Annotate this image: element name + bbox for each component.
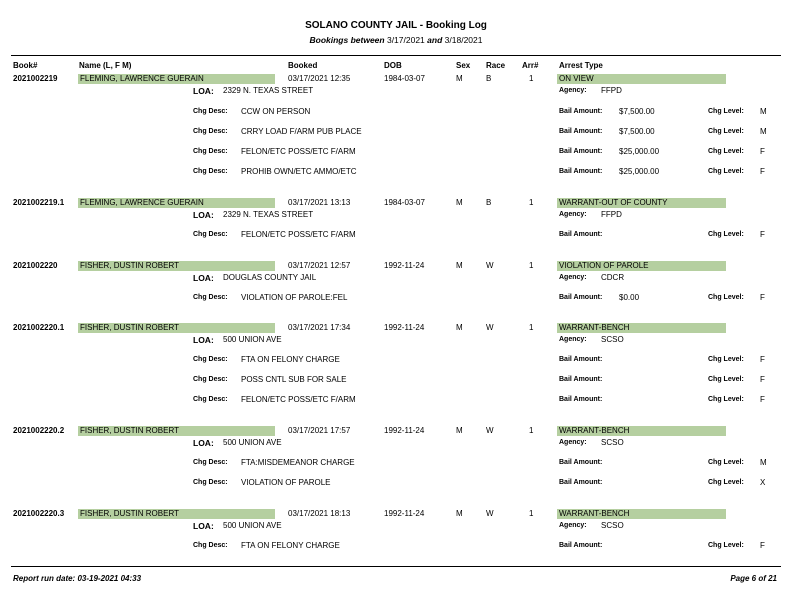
chg-level-value: F (760, 147, 765, 156)
bail-amount-value: $7,500.00 (619, 127, 655, 136)
dob-value: 1992-11-24 (384, 323, 425, 332)
loa-value: 2329 N. TEXAS STREET (223, 210, 314, 219)
loa-value: 2329 N. TEXAS STREET (223, 86, 314, 95)
inmate-name: FISHER, DUSTIN ROBERT (80, 261, 179, 270)
agency-label: Agency: (559, 336, 587, 343)
arr-number: 1 (529, 323, 534, 332)
bail-amount-label: Bail Amount: (559, 294, 603, 301)
chg-level-label: Chg Level: (708, 148, 744, 155)
chg-level-label: Chg Level: (708, 168, 744, 175)
loa-value: 500 UNION AVE (223, 521, 282, 530)
arrest-type: WARRANT-BENCH (559, 323, 630, 332)
chg-level-label: Chg Level: (708, 459, 744, 466)
chg-level-value: F (760, 395, 765, 404)
chg-desc-value: PROHIB OWN/ETC AMMO/ETC (241, 167, 357, 176)
subtitle-start-date: 3/17/2021 (386, 35, 425, 45)
sex-value: M (456, 426, 463, 435)
bail-amount-label: Bail Amount: (559, 148, 603, 155)
chg-desc-value: FTA ON FELONY CHARGE (241, 541, 340, 550)
booked-datetime: 03/17/2021 17:57 (288, 426, 351, 435)
chg-desc-value: POSS CNTL SUB FOR SALE (241, 375, 347, 384)
book-number: 2021002219.1 (13, 198, 65, 207)
loa-label: LOA: (193, 210, 214, 220)
chg-desc-label: Chg Desc: (193, 376, 228, 383)
agency-value: FFPD (601, 210, 622, 219)
subtitle-end-date: 3/18/2021 (444, 35, 483, 45)
arrest-type: WARRANT-OUT OF COUNTY (559, 198, 668, 207)
race-value: W (486, 509, 494, 518)
chg-desc-label: Chg Desc: (193, 396, 228, 403)
agency-label: Agency: (559, 522, 587, 529)
agency-label: Agency: (559, 211, 587, 218)
chg-desc-value: CCW ON PERSON (241, 107, 311, 116)
subtitle-and: and (427, 35, 443, 45)
chg-desc-label: Chg Desc: (193, 108, 228, 115)
chg-desc-label: Chg Desc: (193, 231, 228, 238)
agency-value: SCSO (601, 521, 624, 530)
bail-amount-value: $25,000.00 (619, 167, 660, 176)
chg-level-value: F (760, 375, 765, 384)
loa-label: LOA: (193, 335, 214, 345)
column-header-name: Name (L, F M) (79, 61, 132, 70)
arrest-type: ON VIEW (559, 74, 594, 83)
chg-desc-value: FELON/ETC POSS/ETC F/ARM (241, 395, 356, 404)
bail-amount-label: Bail Amount: (559, 108, 603, 115)
loa-label: LOA: (193, 86, 214, 96)
sex-value: M (456, 509, 463, 518)
agency-value: CDCR (601, 273, 625, 282)
chg-level-label: Chg Level: (708, 542, 744, 549)
inmate-name: FLEMING, LAWRENCE GUERAIN (80, 198, 204, 207)
inmate-name: FLEMING, LAWRENCE GUERAIN (80, 74, 204, 83)
booked-datetime: 03/17/2021 17:34 (288, 323, 351, 332)
column-header-arr: Arr# (522, 61, 539, 70)
agency-value: FFPD (601, 86, 622, 95)
chg-desc-label: Chg Desc: (193, 459, 228, 466)
race-value: W (486, 323, 494, 332)
chg-level-value: M (760, 107, 767, 116)
bail-amount-value: $25,000.00 (619, 147, 660, 156)
chg-level-value: F (760, 293, 765, 302)
sex-value: M (456, 198, 463, 207)
arr-number: 1 (529, 198, 534, 207)
arrest-type: WARRANT-BENCH (559, 509, 630, 518)
inmate-name: FISHER, DUSTIN ROBERT (80, 426, 179, 435)
dob-value: 1992-11-24 (384, 426, 425, 435)
chg-desc-label: Chg Desc: (193, 542, 228, 549)
dob-value: 1992-11-24 (384, 509, 425, 518)
arr-number: 1 (529, 74, 534, 83)
booked-datetime: 03/17/2021 18:13 (288, 509, 351, 518)
chg-level-value: M (760, 458, 767, 467)
bail-amount-label: Bail Amount: (559, 128, 603, 135)
header-divider-top (11, 55, 781, 56)
column-header-arrest-type: Arrest Type (559, 61, 603, 70)
chg-desc-label: Chg Desc: (193, 168, 228, 175)
arr-number: 1 (529, 426, 534, 435)
bail-amount-label: Bail Amount: (559, 396, 603, 403)
chg-level-label: Chg Level: (708, 396, 744, 403)
page-number: Page 6 of 21 (730, 574, 777, 583)
arrest-type: WARRANT-BENCH (559, 426, 630, 435)
chg-level-label: Chg Level: (708, 128, 744, 135)
loa-label: LOA: (193, 273, 214, 283)
book-number: 2021002220 (13, 261, 58, 270)
column-header-sex: Sex (456, 61, 471, 70)
footer-divider (11, 566, 781, 567)
loa-value: 500 UNION AVE (223, 335, 282, 344)
chg-desc-value: FTA:MISDEMEANOR CHARGE (241, 458, 355, 467)
loa-value: DOUGLAS COUNTY JAIL (223, 273, 317, 282)
agency-value: SCSO (601, 438, 624, 447)
chg-level-label: Chg Level: (708, 376, 744, 383)
sex-value: M (456, 323, 463, 332)
arrest-type: VIOLATION OF PAROLE (559, 261, 649, 270)
race-value: B (486, 74, 492, 83)
chg-desc-label: Chg Desc: (193, 356, 228, 363)
agency-label: Agency: (559, 87, 587, 94)
dob-value: 1984-03-07 (384, 74, 425, 83)
bail-amount-label: Bail Amount: (559, 168, 603, 175)
chg-level-label: Chg Level: (708, 356, 744, 363)
column-header-booked: Booked (288, 61, 318, 70)
race-value: B (486, 198, 492, 207)
dob-value: 1992-11-24 (384, 261, 425, 270)
chg-level-label: Chg Level: (708, 294, 744, 301)
chg-level-label: Chg Level: (708, 231, 744, 238)
chg-level-value: X (760, 478, 766, 487)
report-title: SOLANO COUNTY JAIL - Booking Log (305, 20, 487, 31)
book-number: 2021002219 (13, 74, 58, 83)
chg-desc-label: Chg Desc: (193, 148, 228, 155)
dob-value: 1984-03-07 (384, 198, 425, 207)
loa-value: 500 UNION AVE (223, 438, 282, 447)
subtitle-prefix: Bookings between (309, 35, 385, 45)
column-header-dob: DOB (384, 61, 402, 70)
bail-amount-value: $7,500.00 (619, 107, 655, 116)
book-number: 2021002220.1 (13, 323, 65, 332)
inmate-name: FISHER, DUSTIN ROBERT (80, 509, 179, 518)
bail-amount-label: Bail Amount: (559, 542, 603, 549)
agency-label: Agency: (559, 439, 587, 446)
chg-desc-value: FELON/ETC POSS/ETC F/ARM (241, 147, 356, 156)
sex-value: M (456, 74, 463, 83)
chg-desc-label: Chg Desc: (193, 294, 228, 301)
report-run-date: Report run date: 03-19-2021 04:33 (13, 574, 142, 583)
booked-datetime: 03/17/2021 12:57 (288, 261, 351, 270)
chg-level-label: Chg Level: (708, 108, 744, 115)
chg-level-value: M (760, 127, 767, 136)
booked-datetime: 03/17/2021 12:35 (288, 74, 351, 83)
arr-number: 1 (529, 261, 534, 270)
chg-desc-value: FELON/ETC POSS/ETC F/ARM (241, 230, 356, 239)
loa-label: LOA: (193, 521, 214, 531)
column-header-book: Book# (13, 61, 38, 70)
race-value: W (486, 426, 494, 435)
column-header-race: Race (486, 61, 506, 70)
chg-desc-label: Chg Desc: (193, 128, 228, 135)
chg-desc-label: Chg Desc: (193, 479, 228, 486)
booked-datetime: 03/17/2021 13:13 (288, 198, 351, 207)
chg-level-label: Chg Level: (708, 479, 744, 486)
inmate-name: FISHER, DUSTIN ROBERT (80, 323, 179, 332)
bail-amount-value: $0.00 (619, 293, 640, 302)
sex-value: M (456, 261, 463, 270)
chg-desc-value: CRRY LOAD F/ARM PUB PLACE (241, 127, 362, 136)
bail-amount-label: Bail Amount: (559, 459, 603, 466)
race-value: W (486, 261, 494, 270)
chg-level-value: F (760, 541, 765, 550)
chg-desc-value: FTA ON FELONY CHARGE (241, 355, 340, 364)
chg-level-value: F (760, 167, 765, 176)
loa-label: LOA: (193, 438, 214, 448)
book-number: 2021002220.2 (13, 426, 65, 435)
book-number: 2021002220.3 (13, 509, 65, 518)
arr-number: 1 (529, 509, 534, 518)
chg-level-value: F (760, 230, 765, 239)
chg-desc-value: VIOLATION OF PAROLE:FEL (241, 293, 348, 302)
chg-desc-value: VIOLATION OF PAROLE (241, 478, 331, 487)
bail-amount-label: Bail Amount: (559, 376, 603, 383)
bail-amount-label: Bail Amount: (559, 231, 603, 238)
bail-amount-label: Bail Amount: (559, 356, 603, 363)
bail-amount-label: Bail Amount: (559, 479, 603, 486)
agency-label: Agency: (559, 274, 587, 281)
agency-value: SCSO (601, 335, 624, 344)
chg-level-value: F (760, 355, 765, 364)
report-subtitle (0, 35, 792, 45)
